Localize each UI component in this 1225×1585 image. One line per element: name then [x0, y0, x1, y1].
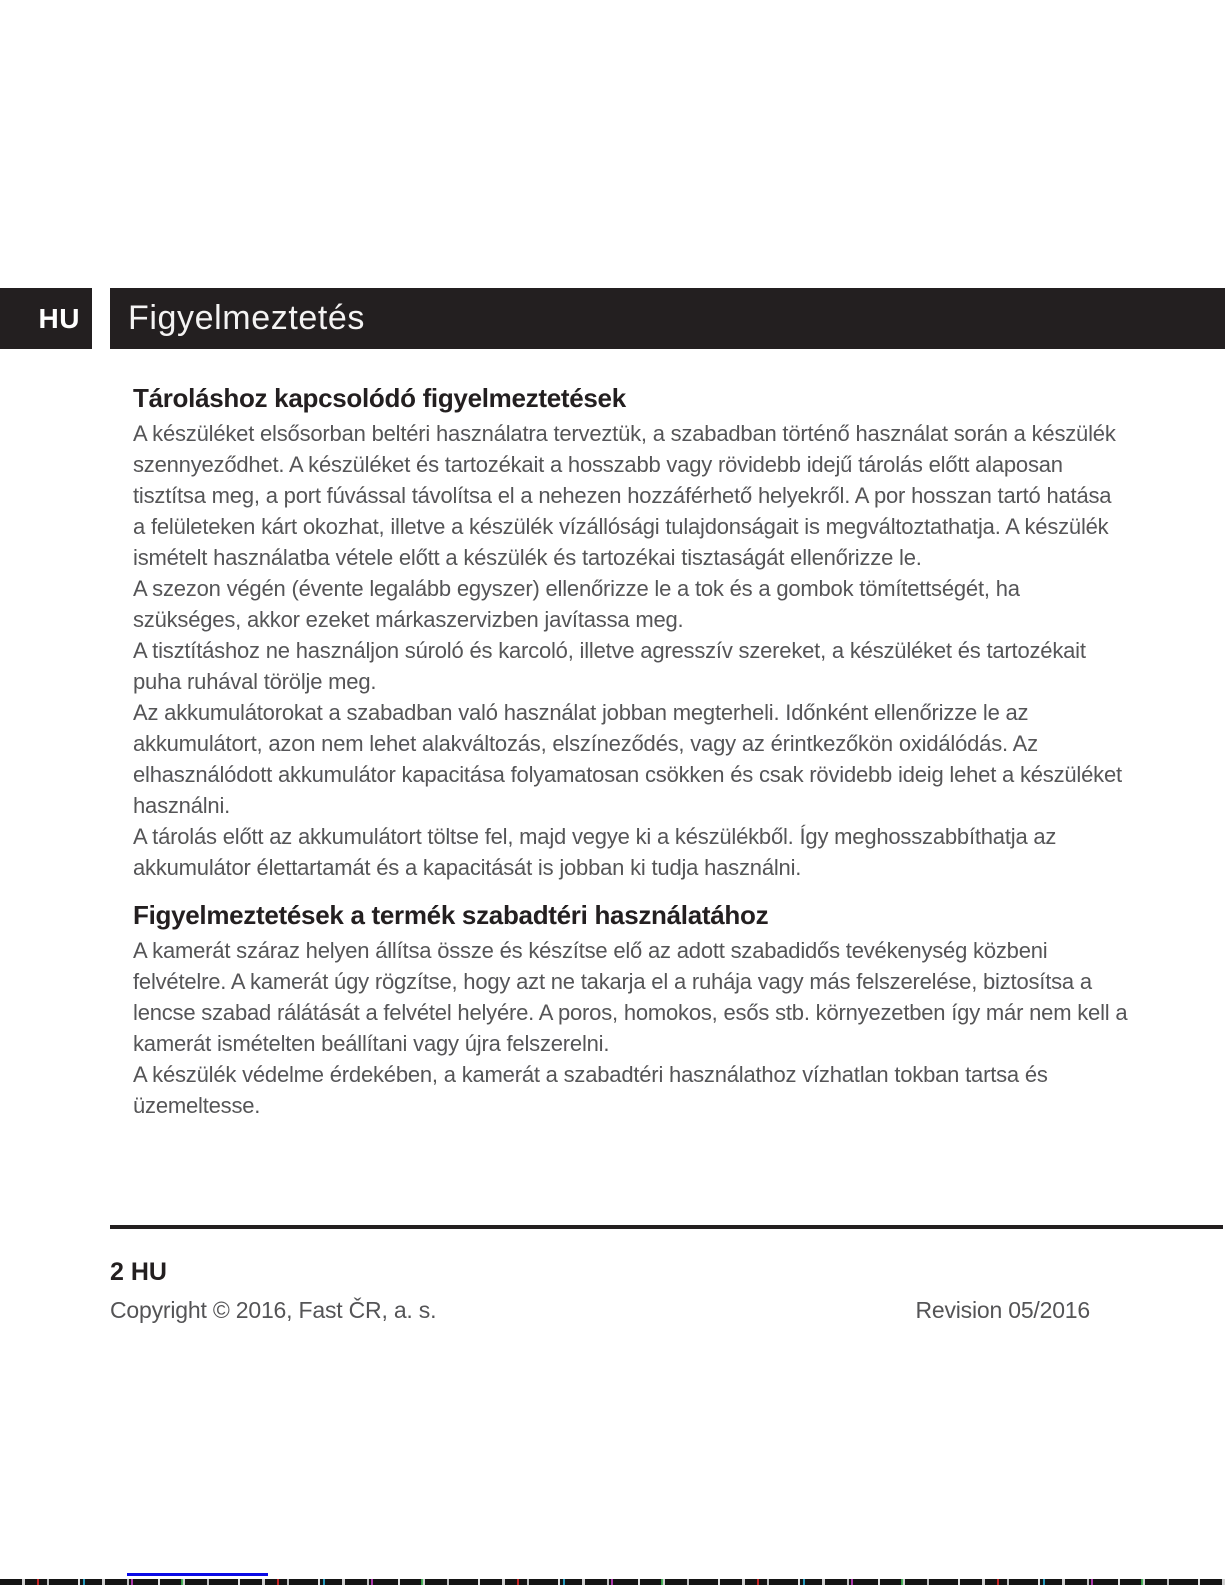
revision-text: Revision 05/2016	[915, 1297, 1090, 1323]
paragraph: A tárolás előtt az akkumulátort töltse fel, majd vegye ki a készülékből. Így meghosszabbíthatja az akkumulátor élettartamát és a kapacitását is jobban ki tudja használni.	[133, 824, 1057, 880]
page-number-label: 2 HU	[110, 1258, 167, 1286]
footer-divider	[110, 1225, 1223, 1229]
language-badge	[0, 288, 92, 349]
scan-artifact-blue-line	[127, 1573, 268, 1576]
section-header-bar	[110, 288, 1225, 349]
paragraph: A kamerát száraz helyen állítsa össze és készítse elő az adott szabadidős tevékenység közbeni felvételre. A kamerát úgy rögzítse, hogy azt ne takarja el a ruhája vagy más felszerelése, biztosítsa a lencse szabad rálátását a felvétel helyére. A poros, homokos, esős stb. környezetben így már nem kell a kamerát ismételten beállítani vagy újra felszerelni.	[133, 938, 1128, 1056]
paragraph: A tisztításhoz ne használjon súroló és karcoló, illetve agresszív szereket, a készüléket és tartozékait puha ruhával törölje meg.	[133, 638, 1086, 694]
page-title: Figyelmeztetés	[128, 299, 366, 337]
scan-artifact-noise-strip	[0, 1579, 1225, 1585]
page-content	[133, 381, 1128, 1121]
paragraph: Az akkumulátorokat a szabadban való használat jobban megterheli. Időnként ellenőrizze le az akkumulátort, azon nem lehet alakváltozás, elszíneződés, vagy az érintkezőkön oxidálódás. Az elhasználódott akkumulátor kapacitása folyamatosan csökken és csak rövidebb ideig lehet a készüléket használni.	[133, 700, 1122, 818]
footer-row	[110, 1297, 1090, 1324]
paragraph: A készülék védelme érdekében, a kamerát a szabadtéri használathoz vízhatlan tokban tartsa és üzemeltesse.	[133, 1062, 1048, 1118]
paragraph: A szezon végén (évente legalább egyszer) ellenőrizze le a tok és a gombok tömítettségét, ha szükséges, akkor ezeket márkaszervizben javítassa meg.	[133, 576, 1020, 632]
language-code: HU	[38, 302, 80, 334]
copyright-text: Copyright © 2016, Fast ČR, a. s.	[110, 1297, 437, 1323]
section-heading: Figyelmeztetések a termék szabadtéri használatához	[133, 900, 769, 930]
section-heading: Tároláshoz kapcsolódó figyelmeztetések	[133, 383, 626, 413]
paragraph: A készüléket elsősorban beltéri használatra terveztük, a szabadban történő használat során a készülék szennyeződhet. A készüléket és tartozékait a hosszabb vagy rövidebb idejű tárolás előtt alaposan tisztítsa meg, a port fúvással távolítsa el a nehezen hozzáférhető helyekről. A por hosszan tartó hatása a felületeken kárt okozhat, illetve a készülék vízállósági tulajdonságait is megváltoztathatja. A készülék ismételt használatba vétele előtt a készülék és tartozékai tisztaságát ellenőrizze le.	[133, 421, 1116, 570]
